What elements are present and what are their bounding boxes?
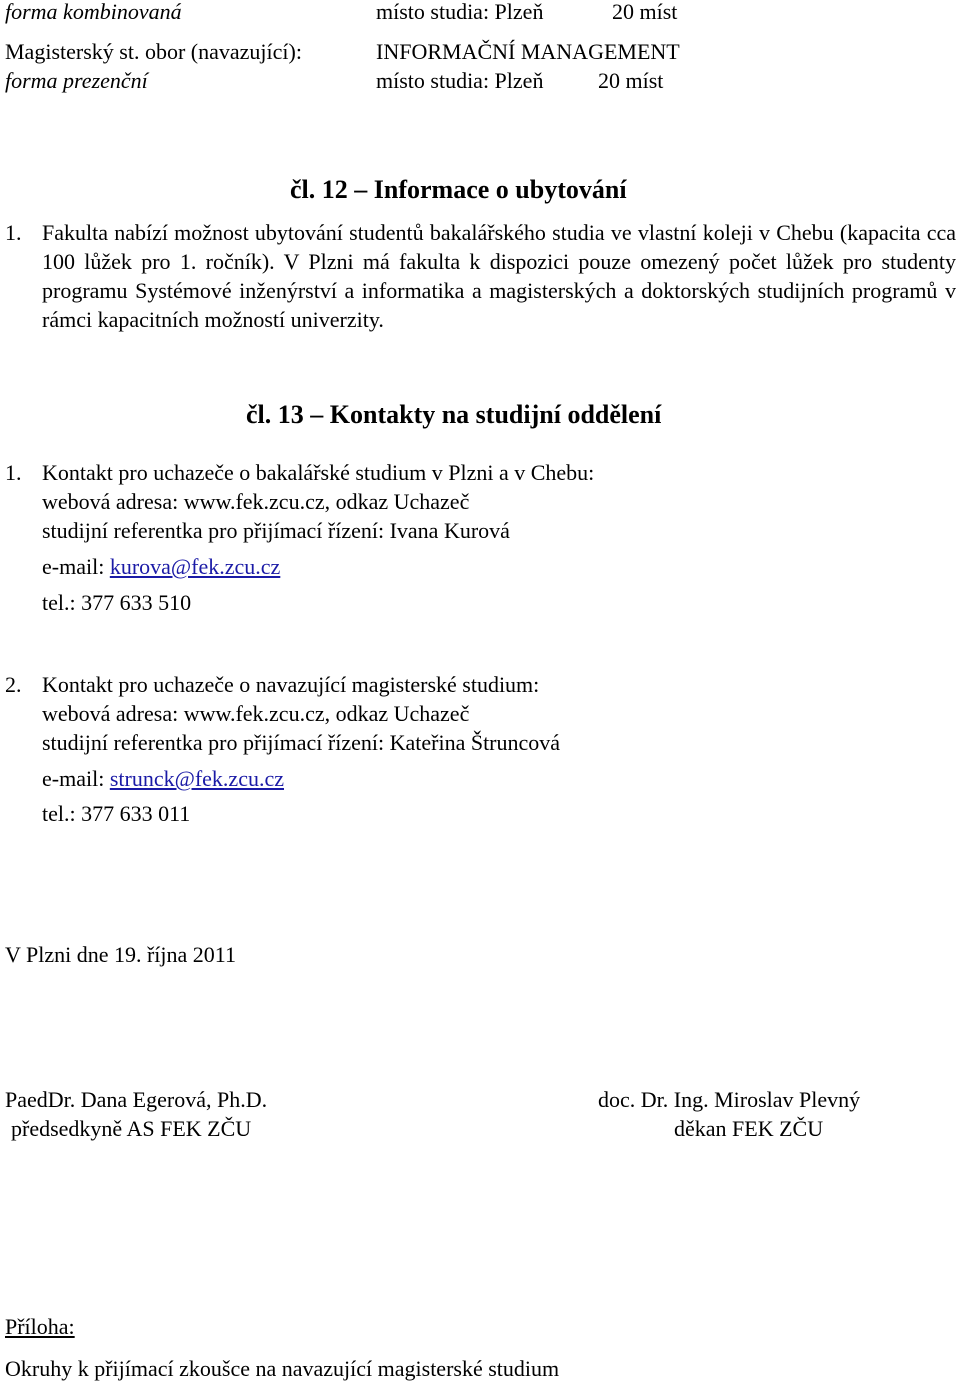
study-place-1: místo studia: Plzeň [376,0,544,24]
contact-2-number: 2. [5,672,22,697]
master-program-label: Magisterský st. obor (navazující): [5,39,302,64]
study-seats-1: 20 míst [612,0,678,24]
contact-2-web: webová adresa: www.fek.zcu.cz, odkaz Uchazeč [42,701,470,726]
study-seats-2: 20 míst [598,68,664,93]
master-field-name: INFORMAČNÍ MANAGEMENT [376,39,680,64]
contact-1-phone: tel.: 377 633 510 [42,590,192,615]
contact-2-phone: tel.: 377 633 011 [42,801,191,826]
signer-right-name: doc. Dr. Ing. Miroslav Plevný [598,1087,861,1112]
contact-1-number: 1. [5,460,22,485]
contact-2-email-line [42,764,284,793]
article-12-paragraph: Fakulta nabízí možnost ubytování studentů bakalářského studia ve vlastní koleji v Chebu (kapacita cca 100 lůžek pro 1. ročník). V Plzni má fakulta k dispozici pouze omezený počet lůžek pro studenty programu Systémové inženýrství a informatika a magisterských a doktorských studijních programů v rámci kapacitních možností univerzity. [42,220,956,332]
contact-2-referent: studijní referentka pro přijímací řízení: Kateřina Štruncová [42,730,561,755]
study-place-2: místo studia: Plzeň [376,68,544,93]
article-12-heading: čl. 12 – Informace o ubytování [290,175,627,204]
contact-1-email-label: e-mail: [42,554,110,579]
study-form-fulltime: forma prezenční [5,68,148,93]
contact-1-referent: studijní referentka pro přijímací řízení: Ivana Kurová [42,518,510,543]
contact-2-title: Kontakt pro uchazeče o navazující magisterské studium: [42,672,540,697]
document-date: V Plzni dne 19. října 2011 [5,942,236,967]
signer-left-role: předsedkyně AS FEK ZČU [11,1116,252,1141]
article-13-heading: čl. 13 – Kontakty na studijní oddělení [246,400,662,429]
contact-1-email-link[interactable]: kurova@fek.zcu.cz [109,554,281,579]
study-form-combined: forma kombinovaná [5,0,182,24]
contact-2-email-label: e-mail: [42,766,110,791]
contact-2-email-link[interactable]: strunck@fek.zcu.cz [109,766,284,791]
contact-1-web: webová adresa: www.fek.zcu.cz, odkaz Uchazeč [42,489,470,514]
attachment-text: Okruhy k přijímací zkoušce na navazující magisterské studium [5,1356,560,1381]
article-12-item-number: 1. [5,220,22,245]
contact-1-email-line [42,552,280,581]
attachment-label: Příloha: [5,1314,75,1339]
signer-right-role: děkan FEK ZČU [674,1116,824,1141]
signer-left-name: PaedDr. Dana Egerová, Ph.D. [5,1087,268,1112]
contact-1-title: Kontakt pro uchazeče o bakalářské studium v Plzni a v Chebu: [42,460,595,485]
